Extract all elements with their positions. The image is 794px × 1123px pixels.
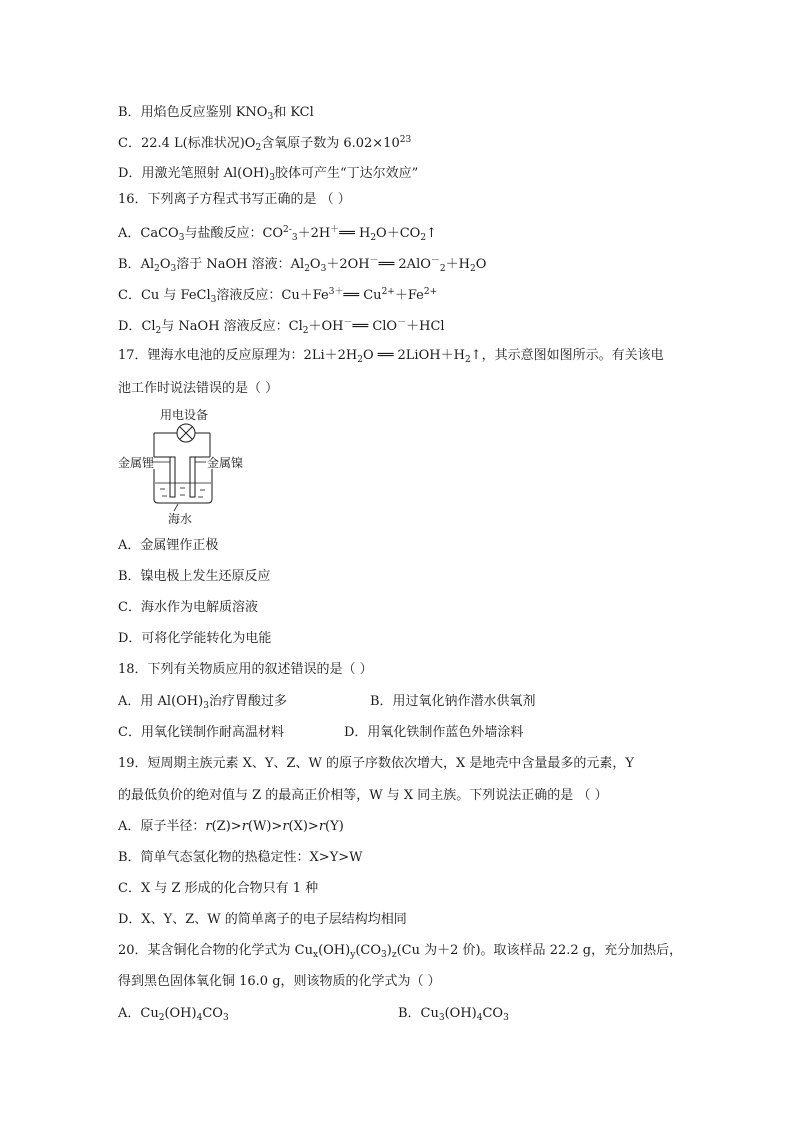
q16-option-b: B．$Al_2O_3$溶于 NaOH 溶液：$Al_2O_3+2OH^-══$ $2AlO^-_2+H_2O$ — [118, 256, 487, 274]
q17-option-c: C．海水作为电解质溶液 — [118, 600, 258, 615]
q19-stem-line2: 的最低负价的绝对值与 Z 的最高正价相等，W 与 X 同主族。下列说法正确的是 （ ） — [118, 788, 608, 803]
q17-stem-line1: 17．锂海水电池的反应原理为：$2Li+2H_2O$ ══ $2LiOH+H_2↑$，其示意图如图所示。有关该电 — [118, 348, 664, 365]
q20-stem-line2: 得到黑色固体氧化铜 16.0 g，则该物质的化学式为（ ） — [118, 974, 441, 989]
lamp-icon — [177, 424, 195, 442]
q18-options-ab — [118, 693, 618, 711]
lithium-electrode — [170, 457, 175, 497]
q18-stem: 18．下列有关物质应用的叙述错误的是（ ） — [118, 662, 373, 677]
q18-option-d: D．用氧化铁制作蓝色外墙涂料 — [344, 725, 524, 740]
q19-option-c: C．X 与 Z 形成的化合物只有 1 种 — [118, 881, 319, 896]
beaker — [154, 469, 212, 503]
q15-option-c: C．22.4 L(标准状况)$O_2$含氧原子数为 $6.02\times 10^{23}$ — [118, 135, 412, 153]
battery-diagram — [118, 405, 258, 525]
q18-options-cd — [118, 724, 618, 742]
q17-option-a: A．金属锂作正极 — [118, 538, 219, 553]
nickel-electrode — [190, 457, 195, 497]
q17-option-d: D．可将化学能转化为电能 — [118, 631, 272, 646]
q15-option-b: B．用焰色反应鉴别 $KNO_3$和 KCl — [118, 105, 314, 122]
q16-option-d: D．$Cl_2$与 NaOH 溶液反应：$Cl_2+OH^-══$ ClO－＋HCl — [118, 318, 445, 336]
nickel-label: 金属镍 — [207, 456, 244, 470]
lithium-label: 金属锂 — [118, 456, 155, 470]
q20-option-a: A．$Cu_2(OH)_4CO_3$ — [118, 1006, 229, 1023]
q17-option-b: B．镍电极上发生还原反应 — [118, 569, 271, 584]
q16-stem: 16．下列离子方程式书写正确的是 （ ） — [118, 192, 351, 207]
q20-option-b: B．$Cu_3(OH)_4CO_3$ — [398, 1006, 509, 1023]
seawater-label: 海水 — [168, 512, 193, 525]
q18-option-c: C．用氧化镁制作耐高温材料 — [118, 725, 284, 740]
q19-option-b: B．简单气态氢化物的热稳定性：X>Y>W — [118, 850, 363, 865]
device-label: 用电设备 — [160, 408, 209, 422]
q20-options-ab — [118, 1005, 618, 1023]
q20-stem-line1: 20．某含铜化合物的化学式为 $Cu_x(OH)_y(CO_3)_z(Cu$ 为＋2 价)。取该样品 22.2 g，充分加热后， — [118, 943, 683, 960]
q19-option-d: D．X、Y、Z、W 的简单离子的电子层结构均相同 — [118, 912, 407, 927]
q19-stem-line1: 19．短周期主族元素 X、Y、Z、W 的原子序数依次增大，X 是地壳中含量最多的元素，Y — [118, 756, 635, 771]
q16-option-a: A．CaCO$_3$与盐酸反应：$CO^{2-}_3+2H^+══$ $H_2O+CO_2↑$ — [118, 225, 437, 243]
q17-stem-line2: 池工作时说法错误的是（ ） — [118, 381, 279, 396]
q18-option-a: A．用 $Al(OH)_3$治疗胃酸过多 — [118, 694, 287, 711]
q19-option-a: A．原子半径：r(Z)>r(W)>r(X)>r(Y) — [118, 819, 344, 834]
q16-option-c: C．Cu 与 FeCl$_3$溶液反应：$Cu+Fe^{3+}══$ $Cu^{2+}+Fe^{2+}$ — [118, 287, 438, 305]
q15-option-d: D．用激光笔照射 $Al(OH)_3$胶体可产生“丁达尔效应” — [118, 166, 419, 183]
seawater-dashes — [160, 488, 205, 497]
q18-option-b: B．用过氧化钠作潜水供氧剂 — [370, 694, 536, 709]
